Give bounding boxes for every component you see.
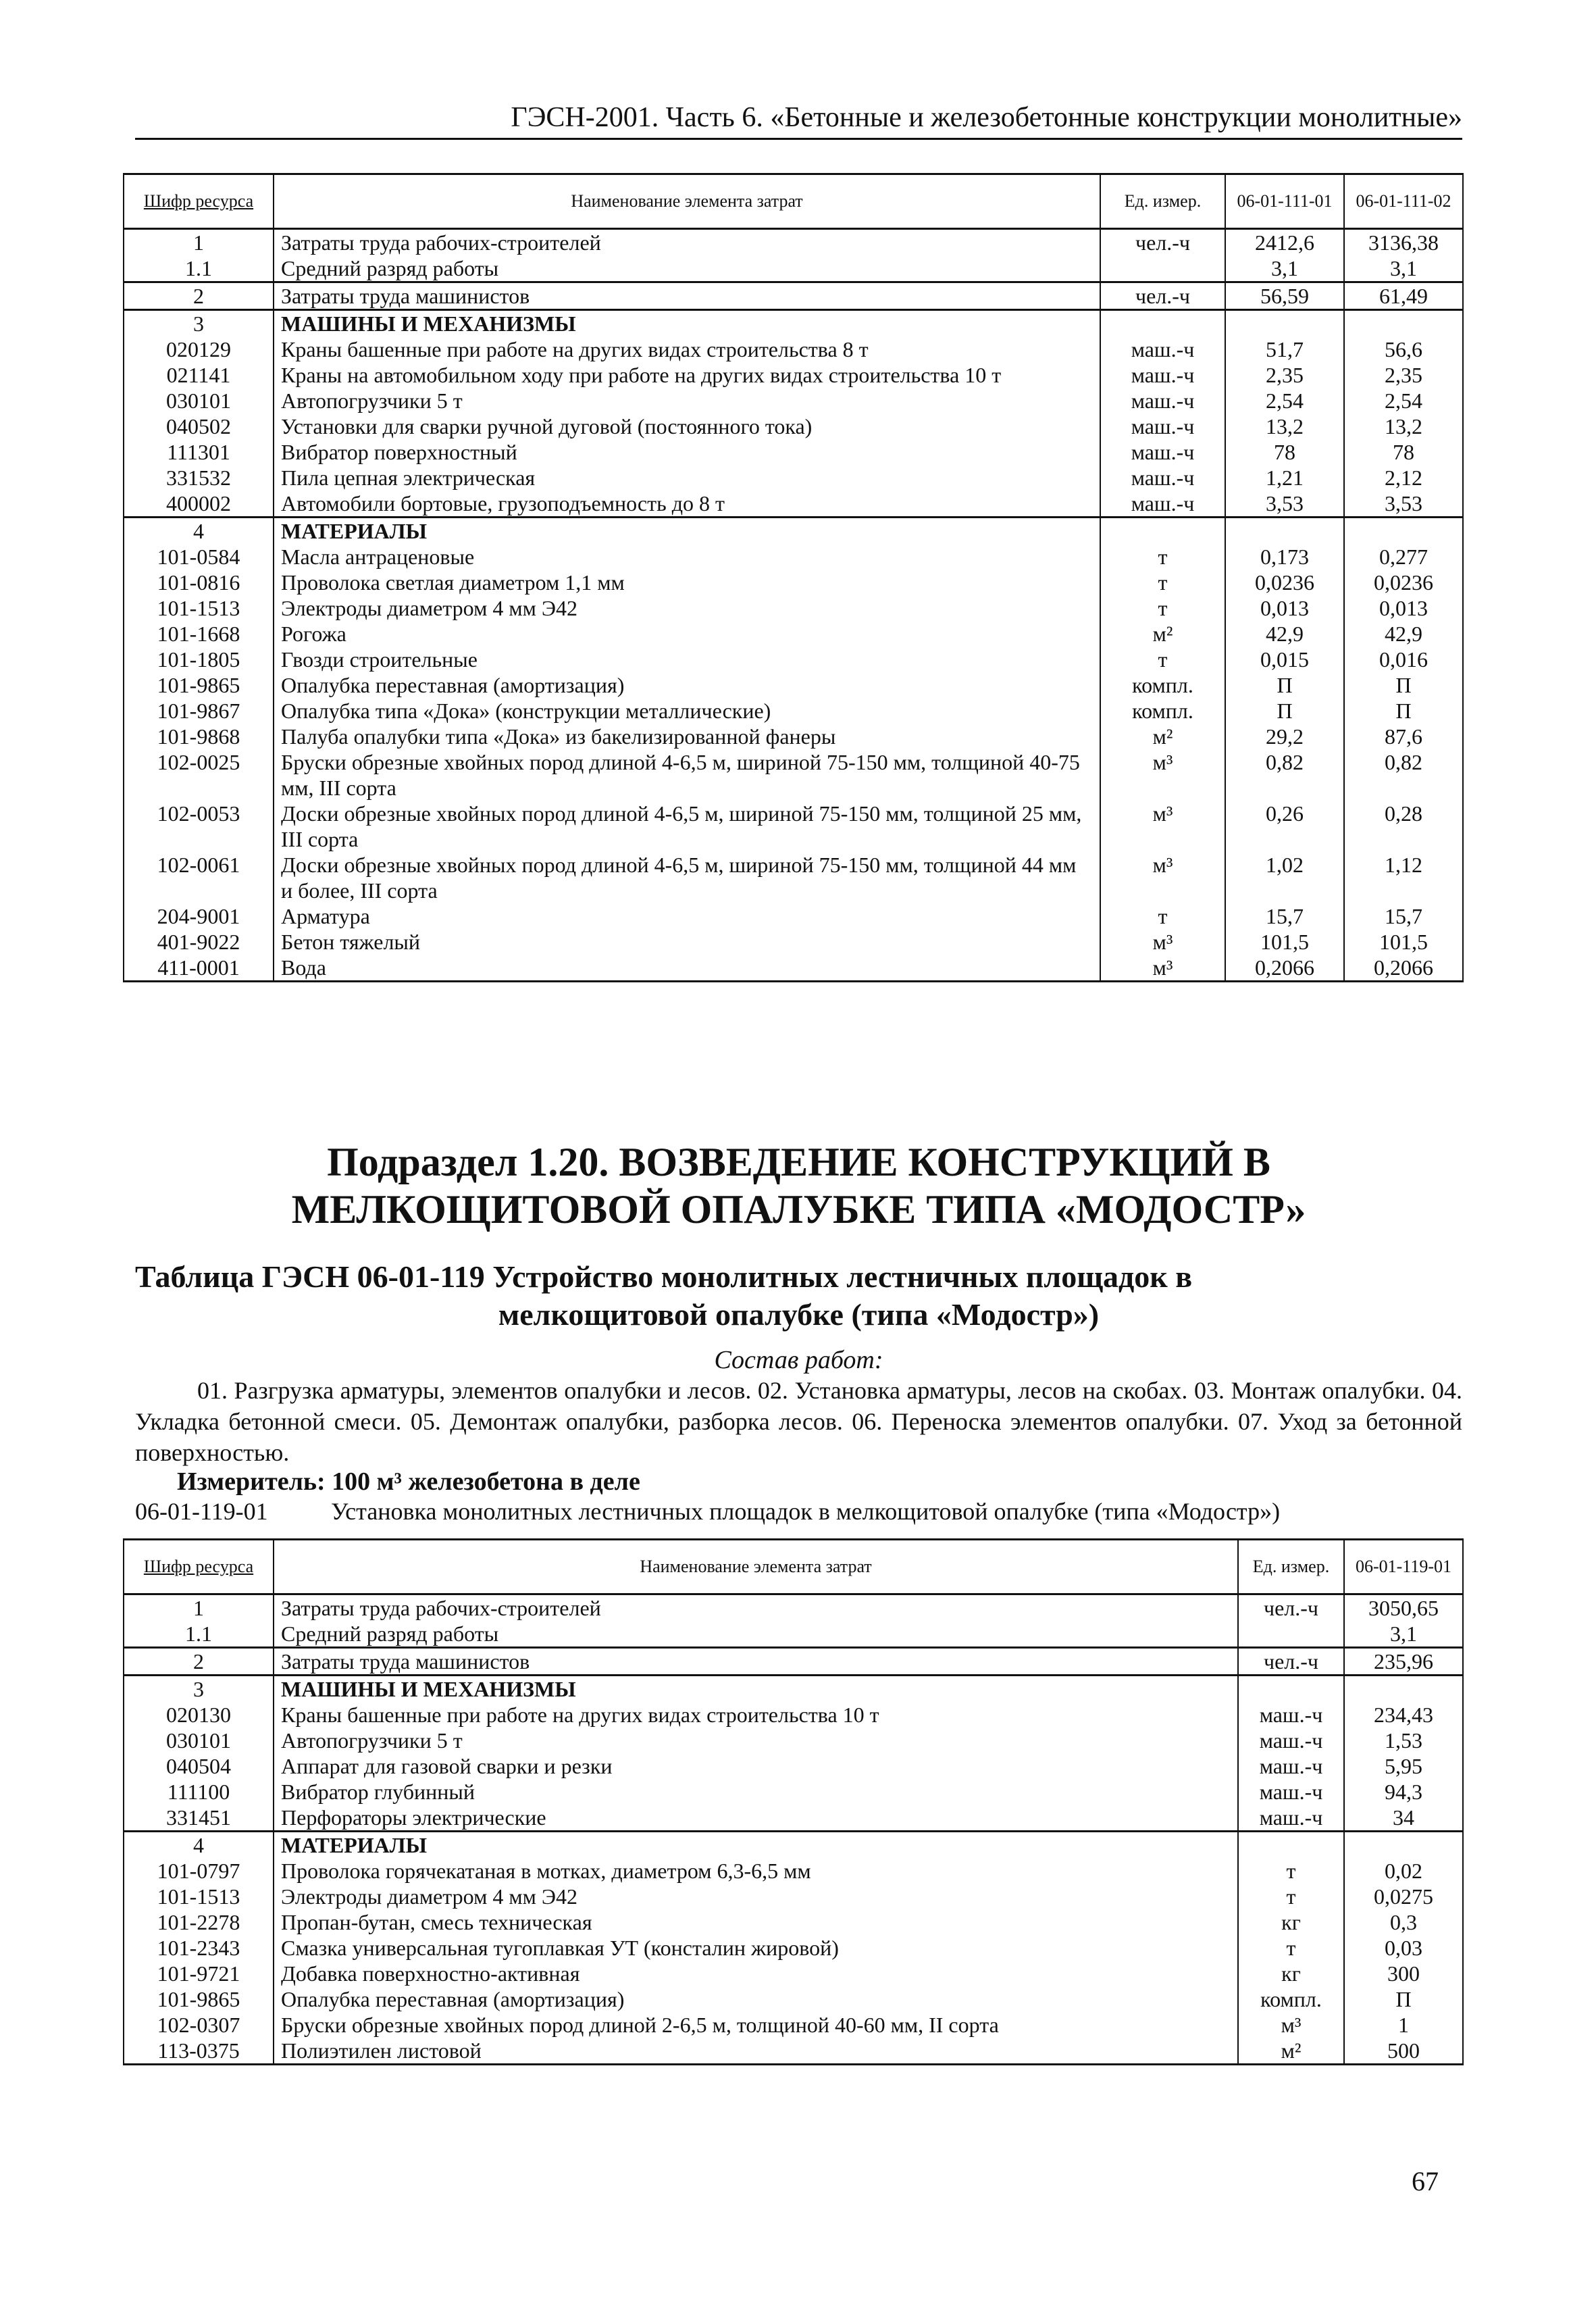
resource-code-cell: 4 bbox=[124, 518, 274, 545]
unit-cell: чел.-ч bbox=[1238, 1594, 1344, 1621]
resource-name-cell: Краны башенные при работе на других видах строительства 10 т bbox=[274, 1702, 1238, 1728]
table-row bbox=[124, 698, 1463, 724]
norm-value-cell-1 bbox=[1225, 310, 1344, 337]
unit-cell: маш.-ч bbox=[1100, 336, 1225, 362]
table-row bbox=[124, 2012, 1463, 2038]
unit-cell: маш.-ч bbox=[1100, 465, 1225, 491]
norm-value-cell-1: 101,5 bbox=[1225, 929, 1344, 955]
table-row bbox=[124, 518, 1463, 545]
resource-code-cell: 3 bbox=[124, 310, 274, 337]
page-number: 67 bbox=[1412, 2166, 1439, 2196]
norm-value-cell-1: 51,7 bbox=[1225, 336, 1344, 362]
resource-name-cell: Электроды диаметром 4 мм Э42 bbox=[274, 1884, 1238, 1909]
norm-value-cell-1: 56,59 bbox=[1225, 282, 1344, 310]
resource-table-111 bbox=[123, 173, 1464, 982]
norm-value-cell-2: 0,82 bbox=[1344, 749, 1463, 801]
norm-value-cell-2: 0,28 bbox=[1344, 801, 1463, 852]
unit-cell: маш.-ч bbox=[1238, 1753, 1344, 1779]
resource-name-cell: Автопогрузчики 5 т bbox=[274, 1728, 1238, 1753]
norm-value-cell-1: 1,02 bbox=[1225, 852, 1344, 903]
table-row bbox=[124, 362, 1463, 388]
norm-value-cell-1 bbox=[1344, 1832, 1463, 1859]
norm-value-cell-1: 1 bbox=[1344, 2012, 1463, 2038]
table-row bbox=[124, 1648, 1463, 1676]
table-row bbox=[124, 621, 1463, 647]
norm-value-cell-1: 0,26 bbox=[1225, 801, 1344, 852]
unit-cell: м³ bbox=[1100, 929, 1225, 955]
col-header-norm-02: 06-01-111-02 bbox=[1344, 174, 1463, 229]
resource-code-cell: 101-9865 bbox=[124, 1986, 274, 2012]
unit-cell: м² bbox=[1100, 621, 1225, 647]
resource-name-cell: Добавка поверхностно-активная bbox=[274, 1961, 1238, 1986]
norm-value-cell-1: 2412,6 bbox=[1225, 229, 1344, 256]
unit-cell: т bbox=[1100, 903, 1225, 929]
norm-value-cell-2: 3,1 bbox=[1344, 255, 1463, 282]
table-row bbox=[124, 465, 1463, 491]
table-row bbox=[124, 1594, 1463, 1621]
resource-code-cell: 101-0584 bbox=[124, 544, 274, 570]
unit-cell: маш.-ч bbox=[1238, 1805, 1344, 1832]
table-row bbox=[124, 491, 1463, 518]
resource-name-cell: Полиэтилен листовой bbox=[274, 2038, 1238, 2065]
resource-code-cell: 102-0053 bbox=[124, 801, 274, 852]
norm-value-cell-1: 0,82 bbox=[1225, 749, 1344, 801]
resource-name-cell: Гвозди строительные bbox=[274, 647, 1100, 672]
norm-value-cell-2: 2,35 bbox=[1344, 362, 1463, 388]
norm-value-cell-2: 61,49 bbox=[1344, 282, 1463, 310]
resource-name-cell: Доски обрезные хвойных пород длиной 4-6,5 м, шириной 75-150 мм, толщиной 25 мм, III сорта bbox=[274, 801, 1100, 852]
resource-code-cell: 040502 bbox=[124, 413, 274, 439]
norm-value-cell-2: 42,9 bbox=[1344, 621, 1463, 647]
col-header-norm-01: 06-01-111-01 bbox=[1225, 174, 1344, 229]
table-header-row bbox=[124, 1540, 1463, 1594]
resource-name-cell: Затраты труда машинистов bbox=[274, 282, 1100, 310]
unit-cell bbox=[1238, 1676, 1344, 1703]
norm-value-cell-1 bbox=[1225, 518, 1344, 545]
resource-code-cell: 1.1 bbox=[124, 1621, 274, 1648]
resource-code-cell: 101-1668 bbox=[124, 621, 274, 647]
norm-value-cell-2: 87,6 bbox=[1344, 724, 1463, 749]
table-row bbox=[124, 388, 1463, 413]
resource-code-cell: 204-9001 bbox=[124, 903, 274, 929]
unit-cell bbox=[1238, 1832, 1344, 1859]
resource-name-cell: Масла антраценовые bbox=[274, 544, 1100, 570]
resource-code-cell: 4 bbox=[124, 1832, 274, 1859]
norm-code: 06-01-119-01 bbox=[135, 1498, 268, 1525]
resource-name-cell: Бруски обрезные хвойных пород длиной 4-6,5 м, шириной 75-150 мм, толщиной 40-75 мм, III сорта bbox=[274, 749, 1100, 801]
table-row bbox=[124, 544, 1463, 570]
table-row bbox=[124, 2038, 1463, 2065]
resource-name-cell: Проволока светлая диаметром 1,1 мм bbox=[274, 570, 1100, 595]
table-header-row bbox=[124, 174, 1463, 229]
resource-code-cell: 101-1513 bbox=[124, 595, 274, 621]
resource-code-cell: 113-0375 bbox=[124, 2038, 274, 2065]
table-row bbox=[124, 672, 1463, 698]
norm-value-cell-1: 15,7 bbox=[1225, 903, 1344, 929]
resource-name-cell: Краны башенные при работе на других видах строительства 8 т bbox=[274, 336, 1100, 362]
col-header-name: Наименование элемента затрат bbox=[274, 174, 1100, 229]
table-title-line-2: мелкощитовой опалубке (типа «Модостр») bbox=[498, 1297, 1100, 1332]
table-row bbox=[124, 647, 1463, 672]
resource-name-cell: Вода bbox=[274, 955, 1100, 982]
resource-name-cell: Автопогрузчики 5 т bbox=[274, 388, 1100, 413]
norm-value-cell-1: 94,3 bbox=[1344, 1779, 1463, 1805]
table-row bbox=[124, 852, 1463, 903]
table-body bbox=[124, 1594, 1463, 2065]
norm-value-cell-1: 3,53 bbox=[1225, 491, 1344, 518]
resource-code-cell: 102-0307 bbox=[124, 2012, 274, 2038]
norm-value-cell-1: 42,9 bbox=[1225, 621, 1344, 647]
norm-value-cell-2: П bbox=[1344, 672, 1463, 698]
resource-code-cell: 102-0025 bbox=[124, 749, 274, 801]
resource-code-cell: 111100 bbox=[124, 1779, 274, 1805]
table-row bbox=[124, 724, 1463, 749]
resource-code-cell: 411-0001 bbox=[124, 955, 274, 982]
col-header-norm-01: 06-01-119-01 bbox=[1344, 1540, 1463, 1594]
table-row bbox=[124, 1621, 1463, 1648]
resource-code-cell: 331451 bbox=[124, 1805, 274, 1832]
resource-code-cell: 331532 bbox=[124, 465, 274, 491]
table-row bbox=[124, 1805, 1463, 1832]
unit-cell: чел.-ч bbox=[1100, 229, 1225, 256]
norm-value-cell-1: 3,1 bbox=[1344, 1621, 1463, 1648]
norm-value-cell-1: 0,0236 bbox=[1225, 570, 1344, 595]
resource-name-cell: МАТЕРИАЛЫ bbox=[274, 518, 1100, 545]
work-composition-heading: Состав работ: bbox=[714, 1346, 883, 1374]
norm-value-cell-2: 2,12 bbox=[1344, 465, 1463, 491]
unit-cell: т bbox=[1100, 570, 1225, 595]
norm-value-cell-1: 34 bbox=[1344, 1805, 1463, 1832]
unit-cell: компл. bbox=[1100, 698, 1225, 724]
resource-code-cell: 101-0797 bbox=[124, 1858, 274, 1884]
norm-value-cell-2: П bbox=[1344, 698, 1463, 724]
resource-name-cell: Средний разряд работы bbox=[274, 255, 1100, 282]
norm-value-cell-1: 1,53 bbox=[1344, 1728, 1463, 1753]
resource-name-cell: Пропан-бутан, смесь техническая bbox=[274, 1909, 1238, 1935]
norm-value-cell-2: 0,0236 bbox=[1344, 570, 1463, 595]
table-row bbox=[124, 1753, 1463, 1779]
norm-value-cell-1: 300 bbox=[1344, 1961, 1463, 1986]
norm-value-cell-1: 0,03 bbox=[1344, 1935, 1463, 1961]
unit-cell: м² bbox=[1238, 2038, 1344, 2065]
unit-cell: м³ bbox=[1100, 801, 1225, 852]
resource-name-cell: Палуба опалубки типа «Дока» из бакелизированной фанеры bbox=[274, 724, 1100, 749]
norm-value-cell-2: 0,013 bbox=[1344, 595, 1463, 621]
table-row bbox=[124, 1909, 1463, 1935]
unit-cell: маш.-ч bbox=[1238, 1728, 1344, 1753]
table-row bbox=[124, 1728, 1463, 1753]
resource-code-cell: 101-2343 bbox=[124, 1935, 274, 1961]
resource-name-cell: Вибратор поверхностный bbox=[274, 439, 1100, 465]
table-row bbox=[124, 1884, 1463, 1909]
resource-code-cell: 021141 bbox=[124, 362, 274, 388]
resource-name-cell: Бруски обрезные хвойных пород длиной 2-6,5 м, толщиной 40-60 мм, II сорта bbox=[274, 2012, 1238, 2038]
resource-name-cell: Автомобили бортовые, грузоподъемность до 8 т bbox=[274, 491, 1100, 518]
unit-cell: маш.-ч bbox=[1238, 1779, 1344, 1805]
resource-code-cell: 101-1513 bbox=[124, 1884, 274, 1909]
norm-value-cell-1: 500 bbox=[1344, 2038, 1463, 2065]
norm-value-cell-1: 0,013 bbox=[1225, 595, 1344, 621]
norm-value-cell-1: 0,015 bbox=[1225, 647, 1344, 672]
norm-value-cell-2: 0,277 bbox=[1344, 544, 1463, 570]
table-row bbox=[124, 1961, 1463, 1986]
unit-cell: чел.-ч bbox=[1100, 282, 1225, 310]
table-row bbox=[124, 1702, 1463, 1728]
resource-code-cell: 111301 bbox=[124, 439, 274, 465]
unit-cell bbox=[1100, 310, 1225, 337]
norm-line bbox=[135, 1496, 1462, 1527]
norm-value-cell-2: 78 bbox=[1344, 439, 1463, 465]
resource-code-cell: 101-0816 bbox=[124, 570, 274, 595]
norm-value-cell-2: 56,6 bbox=[1344, 336, 1463, 362]
norm-value-cell-1: 0,0275 bbox=[1344, 1884, 1463, 1909]
table-row bbox=[124, 955, 1463, 982]
resource-name-cell: Затраты труда машинистов bbox=[274, 1648, 1238, 1676]
table-row bbox=[124, 570, 1463, 595]
unit-cell: маш.-ч bbox=[1100, 491, 1225, 518]
resource-name-cell: МАТЕРИАЛЫ bbox=[274, 1832, 1238, 1859]
unit-cell: т bbox=[1100, 544, 1225, 570]
norm-value-cell-1: 0,02 bbox=[1344, 1858, 1463, 1884]
resource-code-cell: 101-9868 bbox=[124, 724, 274, 749]
norm-value-cell-2: 15,7 bbox=[1344, 903, 1463, 929]
col-header-unit: Ед. измер. bbox=[1100, 174, 1225, 229]
unit-cell: компл. bbox=[1238, 1986, 1344, 2012]
col-header-code: Шифр ресурса bbox=[124, 174, 274, 229]
norm-value-cell-1: 0,2066 bbox=[1225, 955, 1344, 982]
resource-name-cell: Опалубка типа «Дока» (конструкции металлические) bbox=[274, 698, 1100, 724]
norm-value-cell-1: 2,54 bbox=[1225, 388, 1344, 413]
unit-cell: маш.-ч bbox=[1100, 413, 1225, 439]
col-header-name: Наименование элемента затрат bbox=[274, 1540, 1238, 1594]
resource-code-cell: 020129 bbox=[124, 336, 274, 362]
unit-cell bbox=[1100, 518, 1225, 545]
resource-code-cell: 2 bbox=[124, 1648, 274, 1676]
unit-cell bbox=[1100, 255, 1225, 282]
resource-table-119 bbox=[123, 1538, 1464, 2065]
resource-code-cell: 102-0061 bbox=[124, 852, 274, 903]
resource-name-cell: Вибратор глубинный bbox=[274, 1779, 1238, 1805]
table-row bbox=[124, 1676, 1463, 1703]
resource-name-cell: Опалубка переставная (амортизация) bbox=[274, 672, 1100, 698]
work-composition-text: 01. Разгрузка арматуры, элементов опалубки и лесов. 02. Установка арматуры, лесов на скобах. 03. Монтаж опалубки. 04. Укладка бетонной смеси. 05. Демонтаж опалубки, разборка лесов. 06. Переноска элементов опалубки. 07. Уход за бетонной поверхностью. bbox=[135, 1377, 1462, 1466]
resource-code-cell: 030101 bbox=[124, 1728, 274, 1753]
resource-name-cell: МАШИНЫ И МЕХАНИЗМЫ bbox=[274, 310, 1100, 337]
resource-code-cell: 101-9721 bbox=[124, 1961, 274, 1986]
norm-value-cell-1: 3050,65 bbox=[1344, 1594, 1463, 1621]
norm-value-cell-1: 0,3 bbox=[1344, 1909, 1463, 1935]
resource-name-cell: Электроды диаметром 4 мм Э42 bbox=[274, 595, 1100, 621]
table-title bbox=[135, 1258, 1462, 1334]
resource-name-cell: Затраты труда рабочих-строителей bbox=[274, 1594, 1238, 1621]
norm-value-cell-2: 3136,38 bbox=[1344, 229, 1463, 256]
unit-cell: кг bbox=[1238, 1909, 1344, 1935]
norm-value-cell-2: 101,5 bbox=[1344, 929, 1463, 955]
unit-cell: маш.-ч bbox=[1100, 362, 1225, 388]
unit-cell bbox=[1238, 1621, 1344, 1648]
unit-cell: м² bbox=[1100, 724, 1225, 749]
resource-code-cell: 030101 bbox=[124, 388, 274, 413]
norm-value-cell-1: 1,21 bbox=[1225, 465, 1344, 491]
resource-name-cell: Доски обрезные хвойных пород длиной 4-6,5 м, шириной 75-150 мм, толщиной 44 мм и более, III сорта bbox=[274, 852, 1100, 903]
unit-cell: т bbox=[1238, 1884, 1344, 1909]
table-body bbox=[124, 229, 1463, 982]
table-row bbox=[124, 1986, 1463, 2012]
resource-code-cell: 101-2278 bbox=[124, 1909, 274, 1935]
table-row bbox=[124, 282, 1463, 310]
norm-value-cell-2: 0,016 bbox=[1344, 647, 1463, 672]
measurement-unit: Измеритель: 100 м³ железобетона в деле bbox=[177, 1467, 640, 1496]
subsection-title: Подраздел 1.20. ВОЗВЕДЕНИЕ КОНСТРУКЦИЙ В МЕЛКОЩИТОВОЙ ОПАЛУБКЕ ТИПА «МОДОСТР» bbox=[291, 1140, 1306, 1232]
resource-name-cell: Установки для сварки ручной дуговой (постоянного тока) bbox=[274, 413, 1100, 439]
resource-name-cell: Пила цепная электрическая bbox=[274, 465, 1100, 491]
resource-code-cell: 1 bbox=[124, 229, 274, 256]
resource-code-cell: 020130 bbox=[124, 1702, 274, 1728]
table-row bbox=[124, 1832, 1463, 1859]
unit-cell: маш.-ч bbox=[1238, 1702, 1344, 1728]
col-header-code: Шифр ресурса bbox=[124, 1540, 274, 1594]
table-row bbox=[124, 595, 1463, 621]
unit-cell: м³ bbox=[1100, 955, 1225, 982]
norm-value-cell-1: 78 bbox=[1225, 439, 1344, 465]
resource-name-cell: МАШИНЫ И МЕХАНИЗМЫ bbox=[274, 1676, 1238, 1703]
col-header-unit: Ед. измер. bbox=[1238, 1540, 1344, 1594]
resource-code-cell: 3 bbox=[124, 1676, 274, 1703]
resource-code-cell: 1.1 bbox=[124, 255, 274, 282]
resource-code-cell: 401-9022 bbox=[124, 929, 274, 955]
table-row bbox=[124, 929, 1463, 955]
unit-cell: т bbox=[1100, 647, 1225, 672]
norm-value-cell-2: 2,54 bbox=[1344, 388, 1463, 413]
resource-code-cell: 040504 bbox=[124, 1753, 274, 1779]
norm-value-cell-2 bbox=[1344, 310, 1463, 337]
resource-name-cell: Средний разряд работы bbox=[274, 1621, 1238, 1648]
resource-name-cell: Арматура bbox=[274, 903, 1100, 929]
table-row bbox=[124, 801, 1463, 852]
norm-value-cell-1: 0,173 bbox=[1225, 544, 1344, 570]
unit-cell: т bbox=[1238, 1935, 1344, 1961]
norm-value-cell-1 bbox=[1344, 1676, 1463, 1703]
resource-code-cell: 101-1805 bbox=[124, 647, 274, 672]
unit-cell: м³ bbox=[1100, 852, 1225, 903]
norm-value-cell-1: 29,2 bbox=[1225, 724, 1344, 749]
table-title-line-1: Таблица ГЭСН 06-01-119 Устройство монолитных лестничных площадок в bbox=[135, 1259, 1193, 1294]
unit-cell: маш.-ч bbox=[1100, 388, 1225, 413]
norm-value-cell-1: 234,43 bbox=[1344, 1702, 1463, 1728]
resource-name-cell: Перфораторы электрические bbox=[274, 1805, 1238, 1832]
unit-cell: маш.-ч bbox=[1100, 439, 1225, 465]
table-row bbox=[124, 229, 1463, 256]
resource-name-cell: Смазка универсальная тугоплавкая УТ (консталин жировой) bbox=[274, 1935, 1238, 1961]
resource-name-cell: Краны на автомобильном ходу при работе на других видах строительства 10 т bbox=[274, 362, 1100, 388]
norm-value-cell-1: П bbox=[1344, 1986, 1463, 2012]
unit-cell: чел.-ч bbox=[1238, 1648, 1344, 1676]
unit-cell: м³ bbox=[1100, 749, 1225, 801]
resource-code-cell: 101-9865 bbox=[124, 672, 274, 698]
norm-value-cell-2: 0,2066 bbox=[1344, 955, 1463, 982]
resource-code-cell: 1 bbox=[124, 1594, 274, 1621]
running-header: ГЭСН-2001. Часть 6. «Бетонные и железобетонные конструкции монолитные» bbox=[135, 100, 1462, 140]
resource-name-cell: Бетон тяжелый bbox=[274, 929, 1100, 955]
unit-cell: кг bbox=[1238, 1961, 1344, 1986]
table-row bbox=[124, 255, 1463, 282]
table-row bbox=[124, 749, 1463, 801]
table-row bbox=[124, 336, 1463, 362]
resource-name-cell: Затраты труда рабочих-строителей bbox=[274, 229, 1100, 256]
norm-value-cell-1: П bbox=[1225, 698, 1344, 724]
norm-value-cell-2: 13,2 bbox=[1344, 413, 1463, 439]
resource-name-cell: Опалубка переставная (амортизация) bbox=[274, 1986, 1238, 2012]
unit-cell: т bbox=[1100, 595, 1225, 621]
norm-value-cell-1: П bbox=[1225, 672, 1344, 698]
table-row bbox=[124, 1935, 1463, 1961]
unit-cell: т bbox=[1238, 1858, 1344, 1884]
resource-code-cell: 101-9867 bbox=[124, 698, 274, 724]
unit-cell: м³ bbox=[1238, 2012, 1344, 2038]
resource-code-cell: 400002 bbox=[124, 491, 274, 518]
norm-name: Установка монолитных лестничных площадок в мелкощитовой опалубке (типа «Модостр») bbox=[331, 1498, 1281, 1525]
norm-value-cell-2: 1,12 bbox=[1344, 852, 1463, 903]
resource-name-cell: Аппарат для газовой сварки и резки bbox=[274, 1753, 1238, 1779]
norm-value-cell-1: 13,2 bbox=[1225, 413, 1344, 439]
norm-value-cell-1: 3,1 bbox=[1225, 255, 1344, 282]
norm-value-cell-2: 3,53 bbox=[1344, 491, 1463, 518]
norm-value-cell-2 bbox=[1344, 518, 1463, 545]
resource-name-cell: Проволока горячекатаная в мотках, диаметром 6,3-6,5 мм bbox=[274, 1858, 1238, 1884]
norm-value-cell-1: 235,96 bbox=[1344, 1648, 1463, 1676]
resource-code-cell: 2 bbox=[124, 282, 274, 310]
norm-value-cell-1: 5,95 bbox=[1344, 1753, 1463, 1779]
table-row bbox=[124, 903, 1463, 929]
table-row bbox=[124, 413, 1463, 439]
unit-cell: компл. bbox=[1100, 672, 1225, 698]
table-row bbox=[124, 1779, 1463, 1805]
resource-name-cell: Рогожа bbox=[274, 621, 1100, 647]
table-row bbox=[124, 439, 1463, 465]
table-row bbox=[124, 310, 1463, 337]
norm-value-cell-1: 2,35 bbox=[1225, 362, 1344, 388]
table-row bbox=[124, 1858, 1463, 1884]
